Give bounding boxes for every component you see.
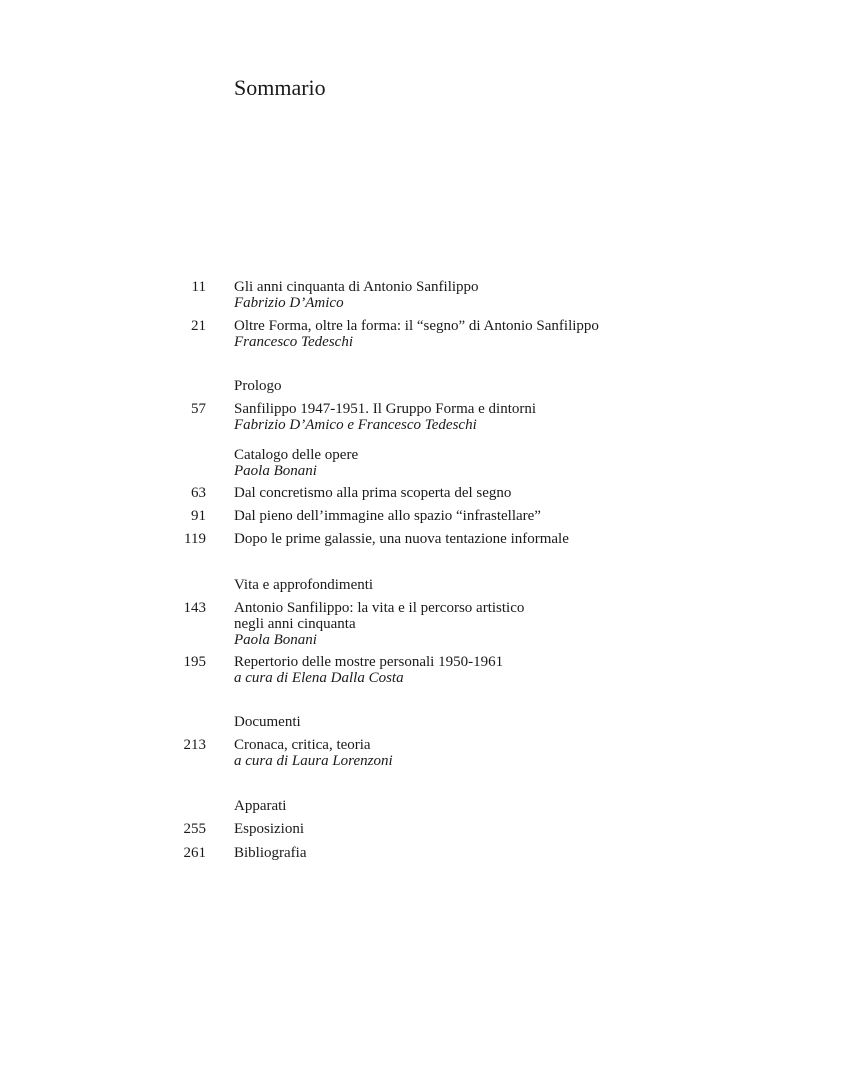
page-number: 91 bbox=[191, 508, 206, 524]
page-number: 21 bbox=[191, 318, 206, 334]
page-title: Sommario bbox=[234, 75, 326, 100]
page-number: 213 bbox=[183, 737, 206, 753]
entry-title: Esposizioni bbox=[234, 821, 304, 837]
entry-title: Bibliografia bbox=[234, 845, 307, 861]
entry-author: Fabrizio D’Amico e Francesco Tedeschi bbox=[234, 417, 477, 433]
entry-author: a cura di Elena Dalla Costa bbox=[234, 670, 404, 686]
entry-author: Fabrizio D’Amico bbox=[234, 295, 344, 311]
section-heading: Catalogo delle opere bbox=[234, 447, 359, 463]
entry-title: Antonio Sanfilippo: la vita e il percorso artistico bbox=[234, 600, 525, 616]
entry-title: Sanfilippo 1947-1951. Il Gruppo Forma e dintorni bbox=[234, 401, 537, 417]
entry-title: Dopo le prime galassie, una nuova tentazione informale bbox=[234, 531, 569, 547]
page-number: 11 bbox=[191, 279, 206, 295]
page-number: 143 bbox=[183, 600, 206, 616]
page-number: 119 bbox=[184, 531, 206, 547]
section-heading: Vita e approfondimenti bbox=[234, 577, 374, 593]
section-heading: Apparati bbox=[234, 798, 287, 814]
section-heading: Prologo bbox=[234, 378, 282, 394]
entry-author: Paola Bonani bbox=[234, 632, 317, 648]
page-number: 63 bbox=[191, 485, 206, 501]
entry-title: Cronaca, critica, teoria bbox=[234, 737, 371, 753]
entry-title: Dal concretismo alla prima scoperta del segno bbox=[234, 485, 512, 501]
section-heading: Documenti bbox=[234, 714, 301, 730]
entry-title: Oltre Forma, oltre la forma: il “segno” di Antonio Sanfilippo bbox=[234, 318, 599, 334]
entry-title: Dal pieno dell’immagine allo spazio “infrastellare” bbox=[234, 508, 541, 524]
page-number: 57 bbox=[191, 401, 206, 417]
section-author: Paola Bonani bbox=[234, 463, 317, 479]
page-number: 255 bbox=[183, 821, 206, 837]
entry-author: a cura di Laura Lorenzoni bbox=[234, 753, 393, 769]
entry-title-continued: negli anni cinquanta bbox=[234, 616, 356, 632]
entry-title: Repertorio delle mostre personali 1950-1961 bbox=[234, 654, 504, 670]
page-number: 261 bbox=[183, 845, 206, 861]
entry-author: Francesco Tedeschi bbox=[234, 334, 354, 350]
page-number: 195 bbox=[183, 654, 206, 670]
entry-title: Gli anni cinquanta di Antonio Sanfilippo bbox=[234, 279, 479, 295]
